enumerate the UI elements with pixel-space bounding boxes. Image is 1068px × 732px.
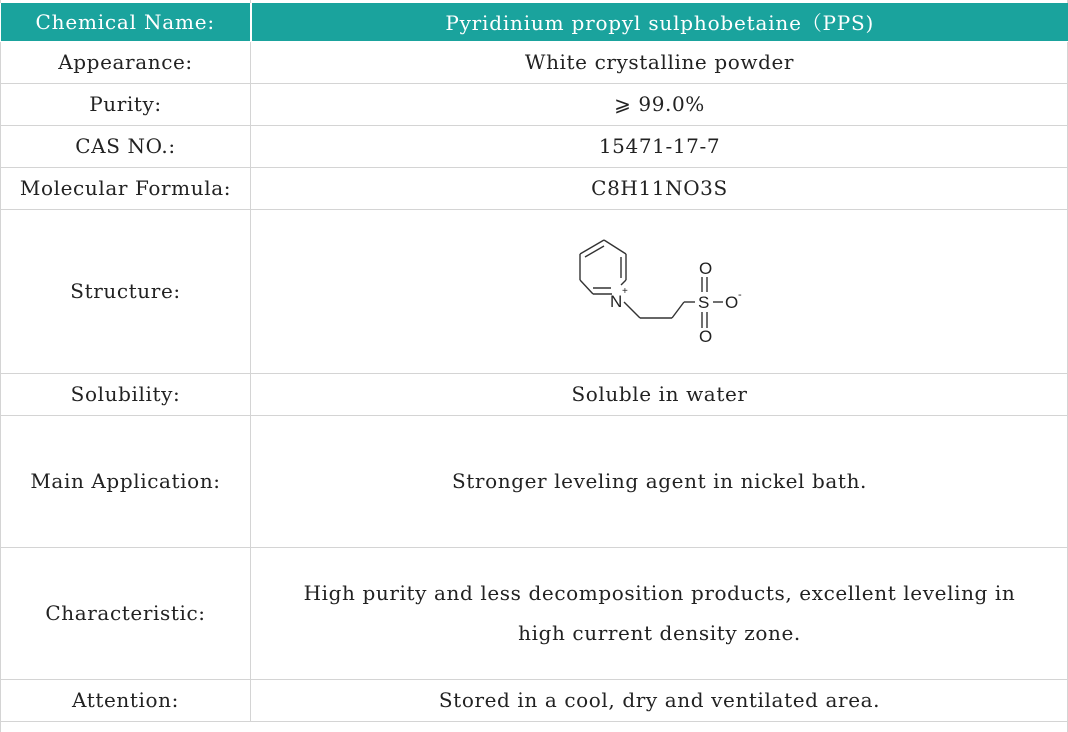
row-label: Main Application: (1, 415, 251, 547)
spec-table (0, 3, 1068, 722)
row-purity (1, 83, 1068, 125)
structure-diagram (560, 236, 760, 346)
structure-cell (251, 209, 1068, 373)
atom-o-top: O (698, 259, 713, 278)
atom-n: N (609, 292, 623, 311)
row-label: Solubility: (1, 373, 251, 415)
row-value: Soluble in water (251, 373, 1068, 415)
row-value: C8H11NO3S (251, 167, 1068, 209)
row-value: Stored in a cool, dry and ventilated area. (251, 679, 1068, 721)
row-solubility (1, 373, 1068, 415)
row-label: Purity: (1, 83, 251, 125)
row-value: High purity and less decomposition products, excellent leveling in high current density zone. (251, 547, 1068, 679)
header-label: Chemical Name: (1, 3, 251, 41)
row-application (1, 415, 1068, 547)
row-label: Structure: (1, 209, 251, 373)
row-characteristic (1, 547, 1068, 679)
row-formula (1, 167, 1068, 209)
row-value: White crystalline powder (251, 41, 1068, 83)
row-structure (1, 209, 1068, 373)
pyridine-ring (580, 240, 626, 294)
row-appearance (1, 41, 1068, 83)
row-label: Characteristic: (1, 547, 251, 679)
row-label: Molecular Formula: (1, 167, 251, 209)
row-value: Stronger leveling agent in nickel bath. (251, 415, 1068, 547)
header-value: Pyridinium propyl sulphobetaine（PPS) (251, 3, 1068, 41)
atom-n-charge: + (621, 286, 628, 297)
row-label: Appearance: (1, 41, 251, 83)
row-label: Attention: (1, 679, 251, 721)
row-cas (1, 125, 1068, 167)
row-label: CAS NO.: (1, 125, 251, 167)
row-value: 15471-17-7 (251, 125, 1068, 167)
atom-o-right: O (724, 293, 739, 312)
atom-s: S (697, 293, 710, 312)
atom-o-charge: - (737, 289, 742, 301)
atom-o-bottom: O (698, 327, 713, 346)
row-attention (1, 679, 1068, 721)
row-value: ⩾ 99.0% (251, 83, 1068, 125)
propyl-chain (624, 302, 695, 318)
header-row (1, 3, 1068, 41)
